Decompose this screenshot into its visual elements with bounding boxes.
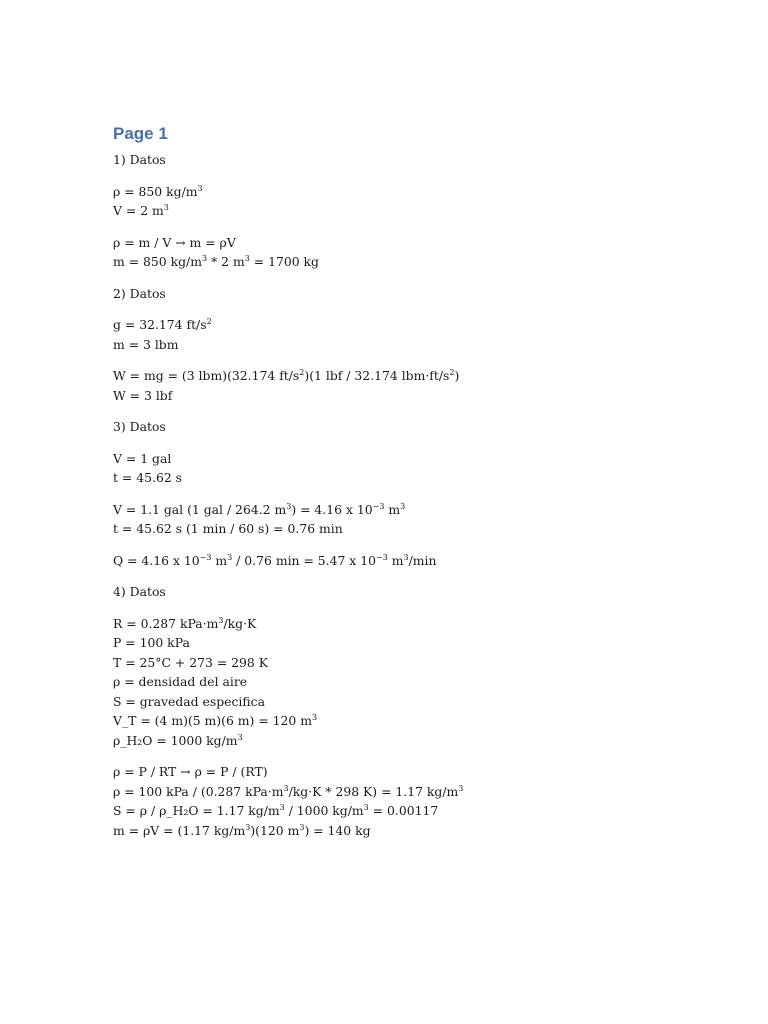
- superscript: −3: [376, 552, 388, 562]
- text-run: ρ = m / V → m = ρV: [113, 234, 236, 250]
- superscript: 3: [299, 822, 305, 832]
- text-run: m: [211, 552, 228, 568]
- text-line: [113, 315, 713, 335]
- superscript: 3: [458, 783, 464, 793]
- superscript: 3: [218, 615, 224, 625]
- text-line: [113, 692, 713, 712]
- text-line: [113, 551, 713, 571]
- text-line: [113, 672, 713, 692]
- superscript: −3: [199, 552, 212, 562]
- text-line: [113, 150, 713, 170]
- text-line: [113, 731, 713, 751]
- text-line: [113, 201, 713, 221]
- text-line: [113, 386, 713, 406]
- text-run: 3) Datos: [113, 419, 166, 434]
- text-run: t = 45.62 s (1 min / 60 s) = 0.76 min: [113, 521, 343, 536]
- text-run: )(1 lbf / 32.174 lbm·ft/s: [304, 368, 450, 383]
- text-run: R = 0.287 kPa·m: [113, 615, 219, 631]
- superscript: 3: [244, 254, 250, 263]
- text-line: [113, 782, 713, 802]
- superscript: 2: [449, 368, 455, 377]
- text-line: [113, 614, 713, 634]
- text-line: [113, 449, 713, 469]
- text-run: ρ_H₂O = 1000 kg/m: [113, 732, 238, 748]
- text-line: [113, 801, 713, 821]
- text-run: t = 45.62 s: [113, 470, 183, 485]
- superscript: 3: [237, 732, 243, 742]
- paragraph-gap: [113, 539, 713, 551]
- superscript: 3: [163, 203, 169, 212]
- text-run: 1) Datos: [113, 152, 166, 167]
- text-run: W = 3 lbf: [113, 387, 173, 403]
- superscript: 3: [403, 552, 409, 562]
- text-run: * 2 m: [207, 254, 245, 269]
- paragraph-gap: [113, 488, 713, 500]
- text-line: [113, 519, 713, 539]
- text-run: W = mg = (3 lbm)(32.174 ft/s: [113, 368, 300, 383]
- page-heading: Page 1: [113, 124, 168, 143]
- text-line: [113, 233, 713, 253]
- text-run: ρ = 850 kg/m: [113, 183, 198, 199]
- paragraph-gap: [113, 303, 713, 315]
- text-run: /kg·K: [223, 615, 257, 631]
- text-line: [113, 417, 713, 437]
- text-line: [113, 582, 713, 602]
- superscript: 3: [363, 803, 369, 812]
- text-run: ρ = P / RT → ρ = P / (RT): [113, 764, 268, 779]
- paragraph-gap: [113, 750, 713, 762]
- text-line: [113, 500, 713, 520]
- text-run: P = 100 kPa: [113, 635, 190, 650]
- paragraph-gap: [113, 272, 713, 284]
- text-run: m = 850 kg/m: [113, 254, 202, 269]
- text-line: [113, 821, 713, 841]
- text-run: Q = 4.16 x 10: [113, 552, 200, 568]
- text-line: [113, 633, 713, 653]
- text-run: 2) Datos: [113, 285, 166, 301]
- text-line: [113, 762, 713, 782]
- text-line: [113, 468, 713, 488]
- text-run: m: [387, 552, 404, 568]
- superscript: 3: [197, 183, 203, 193]
- text-run: T = 25°C + 273 = 298 K: [113, 654, 268, 670]
- text-run: ρ = 100 kPa / (0.287 kPa·m: [113, 783, 284, 799]
- text-line: [113, 366, 713, 386]
- paragraph-gap: [113, 221, 713, 233]
- superscript: −3: [372, 501, 385, 511]
- text-line: [113, 284, 713, 304]
- text-run: V = 2 m: [113, 203, 164, 218]
- text-run: S = ρ / ρ_H₂O = 1.17 kg/m: [113, 803, 280, 818]
- text-run: 4) Datos: [113, 584, 166, 599]
- text-run: / 1000 kg/m: [284, 803, 364, 818]
- paragraph-gap: [113, 354, 713, 366]
- text-run: ): [454, 368, 460, 383]
- superscript: 3: [245, 822, 251, 832]
- paragraph-gap: [113, 170, 713, 182]
- text-line: [113, 182, 713, 202]
- text-run: V = 1 gal: [113, 450, 172, 466]
- text-line: [113, 252, 713, 272]
- text-run: m = ρV = (1.17 kg/m: [113, 822, 246, 838]
- paragraph-gap: [113, 602, 713, 614]
- text-run: m = 3 lbm: [113, 336, 179, 352]
- superscript: 3: [201, 254, 208, 263]
- text-run: ) = 4.16 x 10: [291, 501, 373, 517]
- text-line: [113, 653, 713, 673]
- text-run: m: [384, 501, 401, 517]
- text-run: )(120 m: [250, 822, 300, 838]
- superscript: 2: [206, 317, 212, 326]
- text-line: [113, 335, 713, 355]
- paragraph-gap: [113, 405, 713, 417]
- document-body: [113, 150, 713, 840]
- text-run: V_T = (4 m)(5 m)(6 m) = 120 m: [113, 713, 312, 728]
- text-run: = 0.00117: [368, 803, 439, 818]
- superscript: 3: [279, 803, 285, 812]
- text-run: V = 1.1 gal (1 gal / 264.2 m: [113, 501, 287, 517]
- text-run: = 1700 kg: [249, 254, 319, 269]
- text-line: [113, 711, 713, 731]
- superscript: 3: [311, 713, 318, 722]
- superscript: 3: [400, 501, 406, 511]
- superscript: 2: [299, 368, 305, 377]
- text-run: g = 32.174 ft/s: [113, 317, 207, 332]
- superscript: 3: [227, 552, 233, 562]
- superscript: 3: [286, 501, 292, 511]
- paragraph-gap: [113, 570, 713, 582]
- paragraph-gap: [113, 437, 713, 449]
- text-run: ρ = densidad del aire: [113, 674, 248, 689]
- text-run: S = gravedad especifica: [113, 693, 265, 709]
- text-run: / 0.76 min = 5.47 x 10: [232, 552, 376, 568]
- text-run: ) = 140 kg: [304, 822, 371, 838]
- text-run: /kg·K * 298 K) = 1.17 kg/m: [288, 783, 459, 799]
- superscript: 3: [283, 783, 289, 793]
- text-run: /min: [408, 552, 437, 568]
